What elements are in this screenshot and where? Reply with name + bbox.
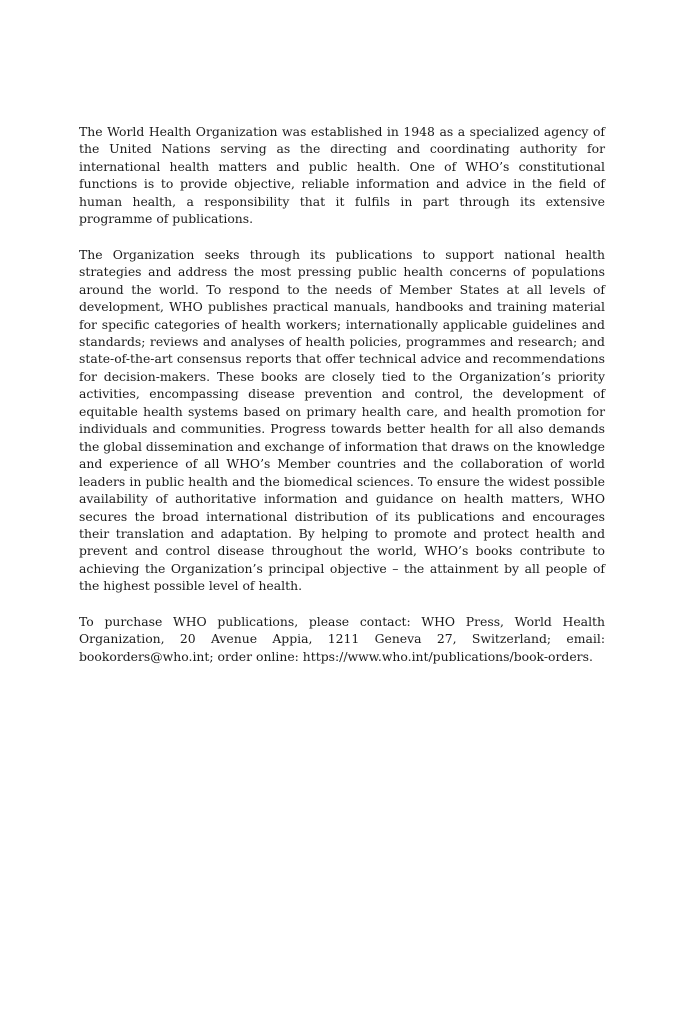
paragraph-purchase-contact: To purchase WHO publications, please contact: WHO Press, World Health Organization, 20 Avenue Appia, 1211 Geneva 27, Switzerland; email: bookorders@who.int; order online: https://www.who.int/publications/book-orders. [79,613,605,664]
paragraph-who-publications: The Organization seeks through its publications to support national health strategies and address the most pressing public health concerns of populations around the world. To respond to the needs of Member States at all levels of development, WHO publishes practical manuals, handbooks and training material for specific categories of health workers; internationally applicable guidelines and standards; reviews and analyses of health policies, programmes and research; and state-of-the-art consensus reports that offer technical advice and recommendations for decision-makers. These books are closely tied to the Organization’s priority activities, encompassing disease prevention and control, the development of equitable health systems based on primary health care, and health promotion for individuals and communities. Progress towards better health for all also demands the global dissemination and exchange of information that draws on the knowledge and experience of all WHO’s Member countries and the collaboration of world leaders in public health and the biomedical sciences. To ensure the widest possible availability of authoritative information and guidance on health matters, WHO secures the broad international distribution of its publications and encourages their translation and adaptation. By helping to promote and protect health and prevent and control disease throughout the world, WHO’s books contribute to achieving the Organization’s principal objective – the attainment by all people of the highest possible level of health. [79,246,605,594]
paragraph-who-about: The World Health Organization was established in 1948 as a specialized agency of the United Nations serving as the directing and coordinating authority for international health matters and public health. One of WHO’s constitutional functions is to provide objective, reliable information and advice in the field of human health, a responsibility that it fulfils in part through its extensive programme of publications. [79,124,605,227]
body-text [79,123,605,665]
